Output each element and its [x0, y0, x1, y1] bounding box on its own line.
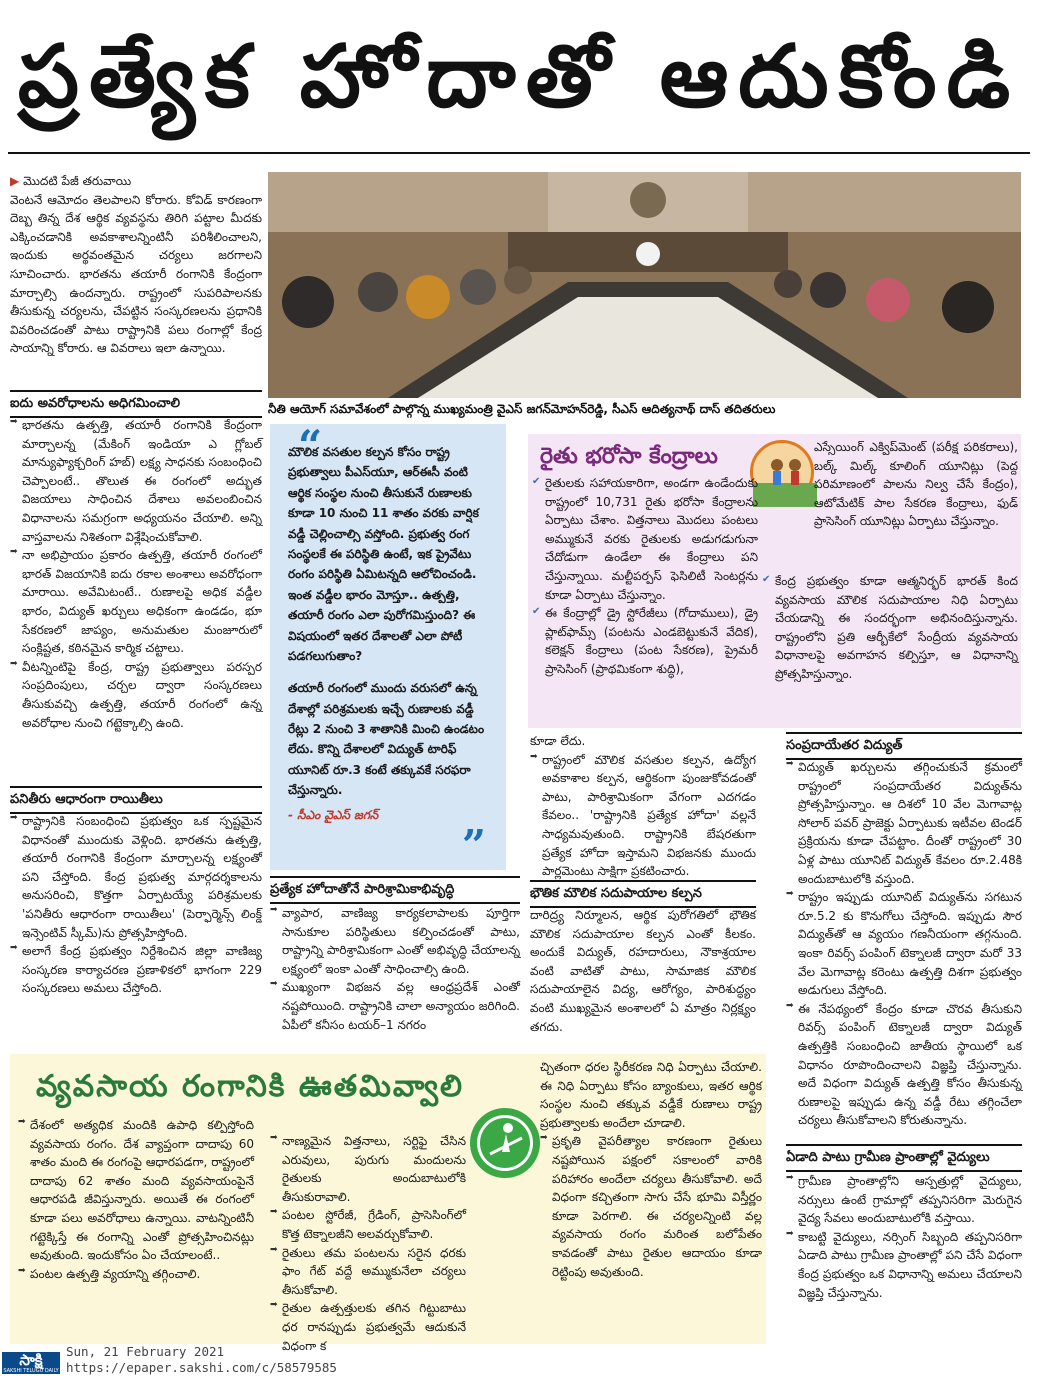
- col2-industry-block: [270, 904, 520, 1046]
- bullet-item: ➡ కాబట్టి వైద్యులు, నర్సింగ్ సిబ్బంది తప్పనిసరిగా ఏడాది పాటు గ్రామీణ ప్రాంతాల్లో పని చేసే విధంగా కేంద్ర ప్రభుత్వం ఒక విధానాన్ని అమలు చేయాలని విజ్ఞప్తి చేస్తున్నాను.: [786, 1228, 1022, 1302]
- check-item: ✔ కేంద్ర ప్రభుత్వం కూడా ఆత్మనిర్భర్ భారత్ కింద వ్యవసాయ మౌలిక సదుపాయాల నిధి ఏర్పాటు చేయడాన్ని ఈ సందర్భంగా అభినందిస్తున్నాను. రాష్ట్రంలోని ప్రతి ఆర్బీకేలో సేంద్రీయ వ్యవసాయ విధానాలపై అవగాహన కల్పిస్తూ, ఆ విధానాన్ని ప్రోత్సహిస్తున్నాం.: [762, 572, 1018, 684]
- bullet-item: ➡ దేశంలో అత్యధిక మందికి ఉపాధి కల్పిస్తోంది వ్యవసాయ రంగం. దేశ వ్యాప్తంగా దాదాపు 60 శాతం మంది ఈ రంగంపై ఆధారపడగా, రాష్ట్రంలో దాదాపు 62 శాతం మంది వ్యవసాయంపైనే ఆధారపడి జీవిస్తున్నారు. అయితే ఈ రంగంలో కూడా పలు అవరోధాలు ఉన్నాయి. వాటన్నింటినీ గట్టెక్కిస్తే ఈ రంగాన్ని ఎంతో ప్రోత్సహించినట్లు అవుతుంది. ఇందుకోసం ఏం చేయాలంటే..: [18, 1116, 254, 1265]
- niti-aayog-meeting-photo: [268, 172, 1021, 398]
- col3-infra-block: [530, 906, 756, 1046]
- quote-signature: - సీఎం వైఎస్ జగన్: [288, 807, 379, 822]
- footer-meta: [66, 1344, 337, 1376]
- close-quote-icon: ”: [461, 821, 486, 870]
- agri-col-c: [540, 1058, 762, 1342]
- bullet-item: ➡ రాష్ట్రానికి సంబంధించి ప్రభుత్వం ఒక స్పష్టమైన విధానంతో ముందుకు వెళ్లింది. భారతను ఉత్పత్తి, తయారీ రంగానికి కేంద్రంగా మార్చాలన్న లక్ష్యంతో పని చేస్తోంది. కేంద్ర ప్రభుత్వ మార్గదర్శకాలను అనుసరించి, కొత్తగా ఏర్పాటయ్యే పరిశ్రమలకు 'పనితీరు ఆధారంగా రాయితీలు' (పెర్ఫార్మెన్స్ లింక్డ్ ఇన్సెంటివ్ స్కీమ్)ను ప్రోత్సహిస్తోంది.: [10, 812, 262, 942]
- col1-incentives-block: [10, 812, 262, 1044]
- bullet-item: ➡ అలాగే కేంద్ర ప్రభుత్వం నిర్దేశించిన జిల్లా వాణిజ్య సంస్కరణ కార్యాచరణ ప్రణాళికలో భాగంగా 229 సంస్కరణలు అమలు చేస్తోంది.: [10, 942, 262, 998]
- bullet-item: ➡ ప్రకృతి వైపరీత్యాల కారణంగా రైతులు నష్టపోయిన పక్షంలో సకాలంలో వారికి పరిహారం అందేలా చర్యలు తీసుకోవాలి. అదే విధంగా కచ్చితంగా సాగు చేసే భూమి విస్తీర్ణం కూడా పెరగాలి. ఈ చర్యలన్నింటి వల్ల వ్యవసాయ రంగం మరింత బలోపేతం కావడంతో పాటు రైతుల ఆదాయం కూడా రెట్టింపు అవుతుంది.: [540, 1132, 762, 1281]
- col1-obstacles-block: [10, 416, 262, 780]
- headline-rule: [8, 152, 1030, 154]
- col1-intro: వెంటనే ఆమోదం తెలపాలని కోరారు. కోవిడ్ కారణంగా దెబ్బ తిన్న దేశ ఆర్థిక వ్యవస్థను తిరిగి పట్టాల మీదకు ఎక్కించడానికి అవకాశాలన్నింటినీ పరిశీలించాలని, ఇందుకు అర్థవంతమైన చర్యలు జరగాలని సూచించారు. భారతను తయారీ రంగానికి కేంద్రంగా మార్చాల్సి ఉందన్నారు. రాష్ట్రంలో సుపరిపాలనకు తీసుకున్న చర్యలను, చేపట్టిన సంస్కరణలను ప్రధానికి వివరించడంతో పాటు రాష్ట్రానికి పలు రంగాల్లో కేంద్ర సాయాన్ని కోరారు. ఆ వివరాలు ఇలా ఉన్నాయి.: [10, 192, 262, 356]
- col4-doctors-block: [786, 1172, 1022, 1336]
- bullet-item: ➡ భారతను ఉత్పత్తి, తయారీ రంగానికి కేంద్రంగా మార్చాలన్న (మేకింగ్ ఇండియా ఎ గ్లోబల్ మాన్యుఫ్యాక్చరింగ్ హబ్) లక్ష్య సాధనకు సంబంధించి చెప్పాలంటే.. తొలుత ఈ రంగంలో అద్భుత విజయాలు సాధించిన దేశాలు అవలంబించిన విధానాలను సమగ్రంగా అధ్యయనం చేయాలి. అన్ని వాస్తవాలను నిశితంగా విశ్లేషించుకోవాలి.: [10, 416, 262, 546]
- bullet-item: ➡ వీటన్నింటిపై కేంద్ర, రాష్ట్ర ప్రభుత్వాలు పరస్పర సంప్రదింపులు, చర్చల ద్వారా సంస్కరణలు తీసుకువచ్చి ఉత్పత్తి, తయారీ రంగంలో ఉన్న అవరోధాల నుంచి గట్టెక్కాల్సి ఉంది.: [10, 658, 262, 732]
- bullet-item: ➡ పంటల స్టోరేజీ, గ్రేడింగ్, ప్రాసెసింగ్‌లో కొత్త టెక్నాలజీని అలవర్చుకోవాలి.: [270, 1206, 466, 1243]
- bullet-item: ➡ ఈ నేపథ్యంలో కేంద్రం కూడా చొరవ తీసుకుని రివర్స్ పంపింగ్ టెక్నాలజీ ద్వారా విద్యుత్ ఉత్పత్తికి సంబంధించి జాతీయ స్థాయిలో ఒక విధానం రూపొందించాలని విజ్ఞప్తి చేస్తున్నాను. అదే విధంగా విద్యుత్ ఉత్పత్తి కోసం తీసుకున్న రుణాలపై ఇప్పుడు ఉన్న వడ్డీ రేటు తగ్గించేలా చర్యలు తీసుకోవాలని కోరుతున్నాను.: [786, 1000, 1022, 1130]
- quote-paragraph: మౌలిక వసతుల కల్పన కోసం రాష్ట్ర ప్రభుత్వాలు పీఎస్‌యూ, ఆర్‌ఈసీ వంటి ఆర్థిక సంస్థల నుంచి తీసుకునే రుణాలకు కూడా 10 నుంచి 11 శాతం వరకు వార్షిక వడ్డీ చెల్లించాల్సి వస్తోంది. ప్రభుత్వ రంగ సంస్థలకే ఈ పరిస్థితి ఉంటే, ఇక ప్రైవేటు రంగం పరిస్థితి ఏమిటన్నది ఆలోచించండి. ఇంత వడ్డీల భారం మోస్తూ.. ఉత్పత్తి, తయారీ రంగం ఎలా పురోగమిస్తుంది? ఈ విషయంలో ఇతర దేశాలతో ఎలా పోటీ పడగలుగుతాం?: [288, 445, 479, 663]
- agri-col-c-text: చ్చితంగా ధరల స్థిరీకరణ నిధి ఏర్పాటు చేయాలి. ఈ నిధి ఏర్పాటు కోసం బ్యాంకులు, ఇతర ఆర్థిక సంస్థల నుంచి తక్కువ వడ్డీకే రుణాలు రాష్ట్ర ప్రభుత్వాలకు అందేలా చూడాలి.: [540, 1060, 762, 1130]
- rythu-bharosa-title: రైతు భరోసా కేంద్రాలు: [540, 444, 718, 469]
- rythu-left-block: [532, 474, 758, 726]
- headline: ప్రత్యేక హోదాతో ఆదుకోండి: [17, 27, 1021, 127]
- bullet-item: ➡ వ్యాపార, వాణిజ్య కార్యకలాపాలకు పూర్తిగా సానుకూల పరిస్థితులు కల్పించడంతో పాటు, రాష్ట్రాన్ని పారిశ్రామికంగా ఎంతో అభివృద్ధి చేయాలన్న లక్ష్యంలో ఇంకా ఎంతో సాధించాల్సి ఉంది.: [270, 904, 520, 978]
- edition-date: Sun, 21 February 2021: [66, 1344, 225, 1359]
- bullet-item: ➡ రైతులు తమ పంటలను సరైన ధరకు ఫాం గేట్ వద్దే అమ్ముకునేలా చర్యలు తీసుకోవాలి.: [270, 1244, 466, 1300]
- subhead-performance-incentives: పనితీరు ఆధారంగా రాయితీలు: [10, 786, 262, 814]
- col1-intro-block: [10, 172, 262, 386]
- photo-caption: నీతి ఆయోగ్ సమావేశంలో పాల్గొన్న ముఖ్యమంత్రి వైఎస్ జగన్‌మోహన్‌రెడ్డి, సీఎస్ ఆదిత్యనాథ్ దాస్ తదితరులు: [268, 402, 776, 416]
- sakshi-logo: సాక్షి SAKSHI TELUGU DAILY: [3, 1351, 59, 1374]
- bullet-item: ➡ నాణ్యమైన విత్తనాలు, సర్టిఫై చేసిన ఎరువులు, పురుగు మందులను రైతులకు అందుబాటులోకి తీసుకురావాలి.: [270, 1132, 466, 1206]
- open-quote-icon: “: [298, 421, 323, 470]
- col3-continuation: కూడా లేదు.: [530, 734, 586, 748]
- bullet-item: ➡ విద్యుత్ ఖర్చులను తగ్గించుకునే క్రమంలో రాష్ట్రంలో సంప్రదాయేతర విద్యుత్‌ను ప్రోత్సహిస్తున్నాం. ఆ దిశలో 10 వేల మెగావాట్ల సోలార్ పవర్ ప్రాజెక్టు ఏర్పాటుకు ఇటీవల టెండర్ ప్రక్రియను కూడా చేపట్టాం. దీంతో రాష్ట్రంలో 30 ఏళ్ల పాటు యూనిట్ విద్యుత్ కేవలం రూ.2.48కి అందుబాటులోకి వస్తుంది.: [786, 758, 1022, 888]
- rythu-right-block: [814, 438, 1018, 529]
- check-item: ✔ ఈ కేంద్రాల్లో డ్రై స్టోరేజీలు (గోదాములు), డ్రై ప్లాట్‌ఫామ్స్ (పంటను ఎండబెట్టుకునే వేదిక), కలెక్షన్ కేంద్రాలు (పంట సేకరణ), ప్రైమరీ ప్రాసెసింగ్ (ప్రాథమికంగా శుద్ధి),: [532, 604, 758, 678]
- subhead-special-status-industry: ప్రత్యేక హోదాతోనే పారిశ్రామికాభివృద్ధి: [270, 876, 520, 904]
- bullet-item: ➡ రాష్ట్రంలో మౌలిక వసతుల కల్పన, ఉద్యోగ అవకాశాల కల్పన, ఆర్థికంగా పుంజుకోవడంతో పాటు, పారిశ్రామికంగా వేగంగా ఎదగడం కేవలం.. 'రాష్ట్రానికి ప్రత్యేక హోదా' వల్లనే సాధ్యమవుతుంది. రాష్ట్రానికి బేషరతుగా ప్రత్యేక హోదా ఇస్తామని విభజనకు ముందు పార్లమెంటు సాక్షిగా ప్రకటించారు.: [530, 751, 756, 881]
- farmer-logo-icon: [470, 1108, 540, 1178]
- subhead-five-obstacles: ఐదు అవరోధాలను అధిగమించాలి: [10, 390, 262, 418]
- agri-col-b: [270, 1132, 466, 1353]
- quote-paragraph: తయారీ రంగంలో ముందు వరుసలో ఉన్న దేశాల్లో పరిశ్రమలకు ఇచ్చే రుణాలకు వడ్డీ రేట్లు 2 నుంచి 3 శాతానికి మించి ఉండటం లేదు. కొన్ని దేశాలలో విద్యుత్ టారిఫ్ యూనిట్ రూ.3 కంటే తక్కువకే సరఫరా చేస్తున్నారు.: [288, 681, 485, 798]
- continued-arrow-icon: ▶: [10, 174, 20, 188]
- subhead-physical-infrastructure: భౌతిక మౌలిక సదుపాయాల కల్పన: [530, 880, 756, 908]
- check-item: ✔ రైతులకు సహాయకారిగా, అండగా ఉండేందుకు రాష్ట్రంలో 10,731 రైతు భరోసా కేంద్రాలను ఏర్పాటు చేశాం. విత్తనాలు మొదలు పంటలు అమ్ముకునే వరకు రైతులకు అడుగడుగునా చేదోడుగా ఉండేలా ఈ కేంద్రాలు పని చేస్తున్నాయి. మల్టీపర్పస్ ఫెసిలిటీ సెంటర్లను కూడా ఏర్పాటు చేస్తున్నాం.: [532, 474, 758, 604]
- agriculture-title: వ్యవసాయ రంగానికి ఊతమివ్వాలి: [36, 1069, 464, 1104]
- bullet-item: ➡ నా అభిప్రాయం ప్రకారం ఉత్పత్తి, తయారీ రంగంలో భారత్ విజయానికి ఐదు రకాల అంశాలు అవరోధంగా మారాయి. అవేమిటంటే.. రుణాలపై అధిక వడ్డీల భారం, విద్యుత్ ఖర్చులు అధికంగా ఉండడం, భూ సేకరణలో జాప్యం, అనుమతుల మంజూరులో సంక్లిష్టత, కఠినమైన కార్మిక చట్టాలు.: [10, 546, 262, 658]
- col3-upper-block: [530, 732, 756, 879]
- epaper-url[interactable]: https://epaper.sakshi.com/c/58579585: [66, 1360, 337, 1375]
- bullet-item: ➡ రైతుల ఉత్పత్తులకు తగిన గిట్టుబాటు ధర రానప్పుడు ప్రభుత్వమే ఆదుకునే విధంగా క: [270, 1299, 466, 1355]
- bullet-item: ➡ గ్రామీణ ప్రాంతాల్లోని ఆస్పత్రుల్లో వైద్యులు, నర్సులు ఉంటే గ్రామాల్లో తప్పనిసరిగా మెరుగైన వైద్య సేవలు అందుబాటులోకి వస్తాయి.: [786, 1172, 1022, 1228]
- bullet-item: ➡ రాష్ట్రం ఇప్పుడు యూనిట్ విద్యుత్‌ను సగటున రూ.5.2 కు కొనుగోలు చేస్తోంది. ఇప్పుడు సౌర విద్యుత్‌తో ఆ వ్యయం గణనీయంగా తగ్గనుంది. ఇంకా రివర్స్ పంపింగ్ టెక్నాలజీ ద్వారా మరో 33 వేల మెగావాట్ల కరెంటు ఉత్పత్తి దిశగా ప్రభుత్వం అడుగులు వేస్తోంది.: [786, 888, 1022, 1000]
- rythu-right-block-2: [762, 514, 1018, 726]
- subhead-non-conventional-power: సంప్రదాయేతర విద్యుత్: [786, 732, 1022, 760]
- bullet-item: ➡ పంటల ఉత్పత్తి వ్యయాన్ని తగ్గించాలి.: [18, 1265, 254, 1284]
- subhead-rural-doctors: ఏడాది పాటు గ్రామీణ ప్రాంతాల్లో వైద్యులు: [786, 1144, 1022, 1172]
- agri-col-a: [18, 1116, 254, 1342]
- bullet-item: ➡ ముఖ్యంగా విభజన వల్ల ఆంధ్రప్రదేశ్ ఎంతో నష్టపోయింది. రాష్ట్రానికి చాలా అన్యాయం జరిగింది. ఏపీలో కనీసం టయర్–1 నగరం: [270, 978, 520, 1034]
- continued-from-front-page: మొదటి పేజీ తరువాయి: [23, 174, 132, 188]
- rythu-kendra-illustration: [750, 440, 814, 504]
- cm-quote-box: [270, 421, 506, 870]
- col3-infra-text: దారిద్ర్య నిర్మూలన, ఆర్థిక పురోగతిలో భౌతిక మౌలిక సదుపాయాల కల్పన ఎంతో కీలకం. అందుకే విద్యుత్, రహదారులు, నౌకాశ్రయాల వంటి వాటితో పాటు, సామాజిక మౌలిక సదుపాయాలైన విద్య, ఆరోగ్యం, పారిశుద్ధ్యం వంటి ముఖ్యమైన అంశాలలో ఏ మాత్రం నిర్లక్ష్యం తగదు.: [530, 908, 756, 1034]
- col4-power-block: [786, 758, 1022, 1136]
- rythu-right-text: ఎస్సేయింగ్ ఎక్విప్‌మెంట్ (పరీక్ష పరికరాలు), బల్క్ మిల్క్ కూలింగ్ యూనిట్లు (పెద్ద పరిమాణంలో పాలను నిల్వ చేసే కేంద్రం), ఆటోమేటిక్ పాల సేకరణ కేంద్రాలు, ఫుడ్ ప్రాసెసింగ్ యూనిట్లు ఏర్పాటు చేస్తున్నాం.: [814, 440, 1018, 529]
